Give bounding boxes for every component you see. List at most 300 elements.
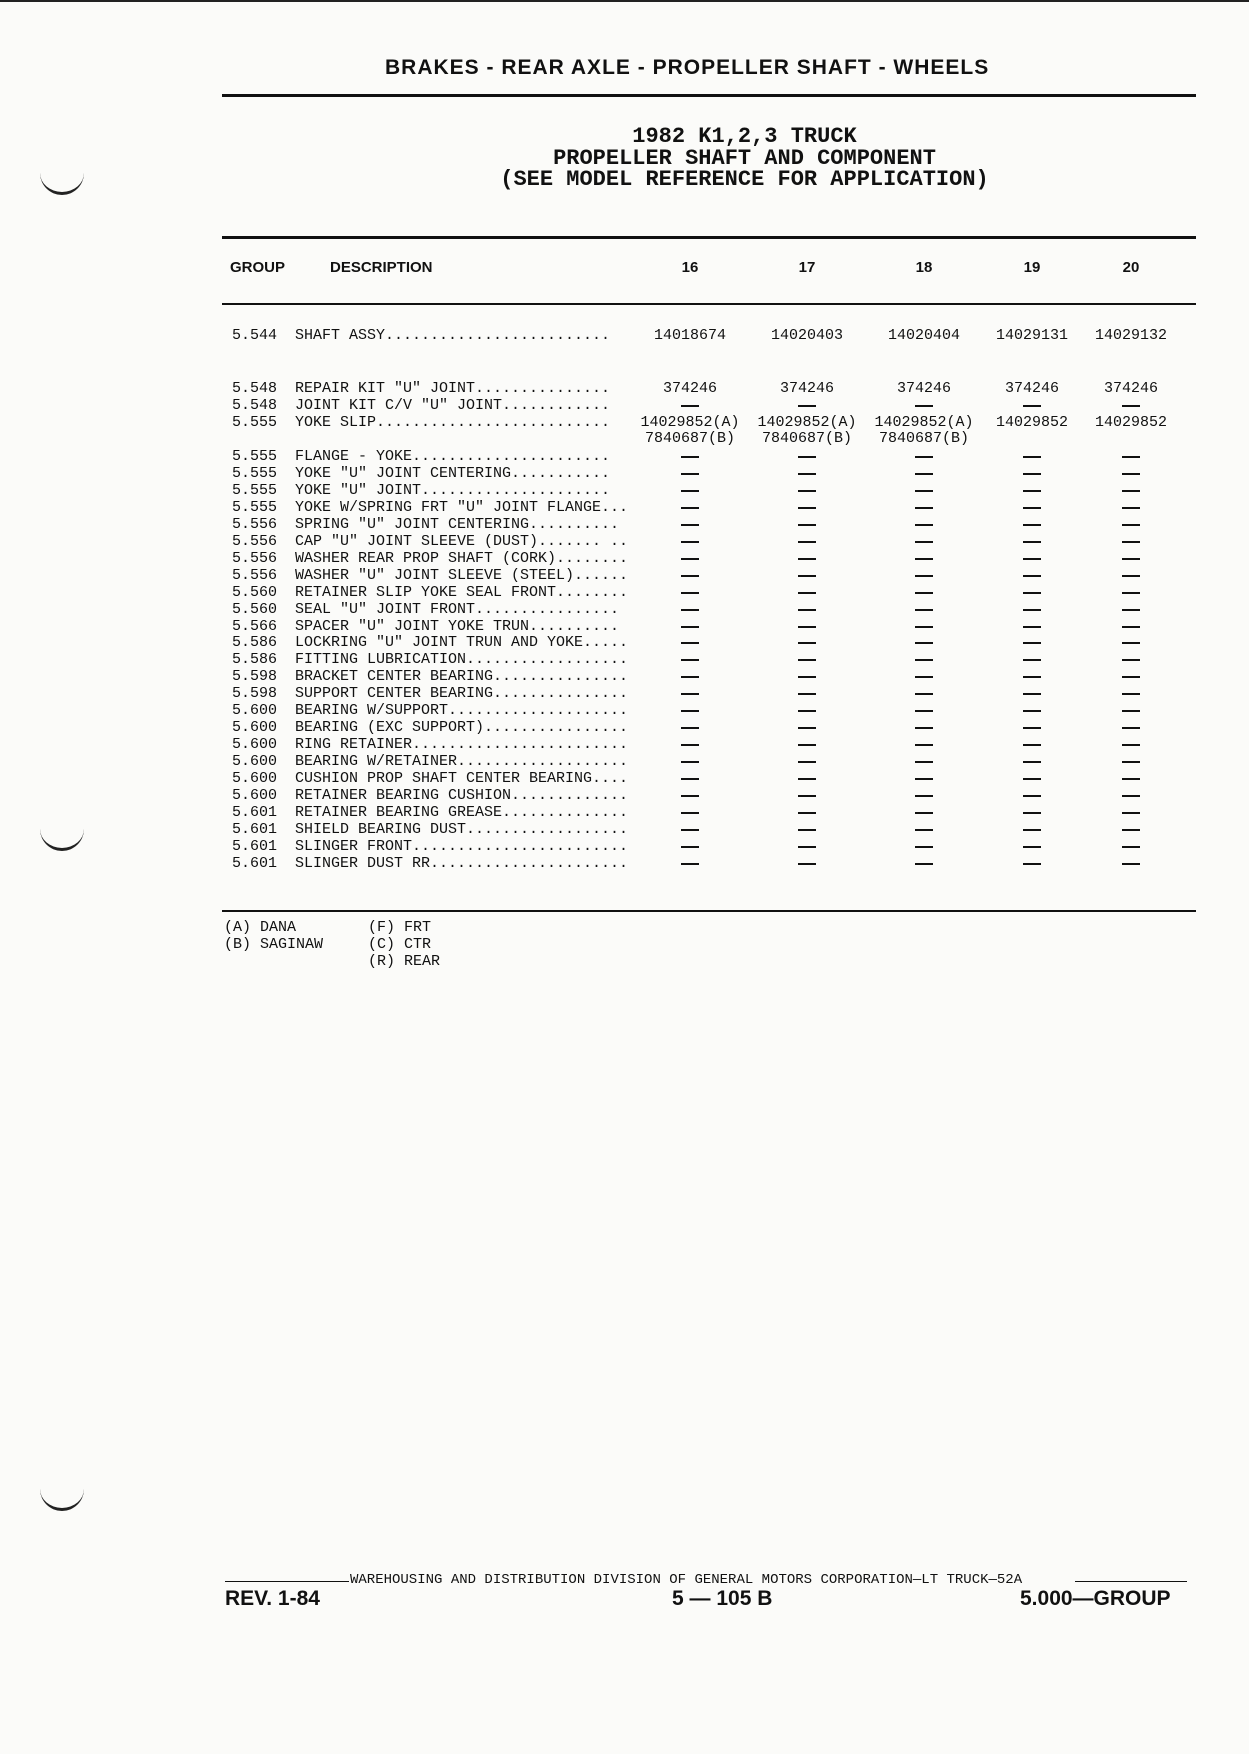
dash-mark (915, 592, 933, 594)
dash-mark (681, 659, 699, 661)
not-applicable-dash (630, 736, 750, 746)
group-code: 5.600 (232, 702, 278, 720)
dash-mark (915, 659, 933, 661)
group-code: 5.601 (232, 803, 278, 821)
not-applicable-dash (630, 465, 750, 475)
not-applicable-dash (1071, 516, 1191, 526)
part-number-alternate: 7840687(B) (761, 430, 852, 447)
not-applicable-dash (630, 601, 750, 611)
part-description: RING RETAINER........................ (295, 736, 629, 754)
dash-mark (1023, 490, 1041, 492)
not-applicable-dash (864, 804, 984, 814)
not-applicable-dash (1071, 787, 1191, 797)
group-code: 5.548 (232, 397, 278, 414)
not-applicable-dash (747, 499, 867, 509)
part-description: BEARING W/SUPPORT.................... (295, 702, 629, 720)
dash-mark (1122, 744, 1140, 746)
group-code: 5.556 (232, 532, 278, 550)
not-applicable-dash (864, 397, 984, 407)
dash-mark (798, 575, 816, 577)
column-header-description: DESCRIPTION (330, 259, 433, 276)
not-applicable-dash (630, 753, 750, 763)
dash-mark (1122, 626, 1140, 628)
not-applicable-dash (747, 736, 867, 746)
part-number: 374246 (896, 380, 951, 397)
dash-mark (1023, 456, 1041, 458)
part-number: 374246 (1004, 380, 1059, 397)
not-applicable-dash (1071, 465, 1191, 475)
not-applicable-dash (630, 804, 750, 814)
dash-mark (681, 778, 699, 780)
not-applicable-dash (1071, 499, 1191, 509)
not-applicable-dash (747, 821, 867, 831)
part-description: BEARING (EXC SUPPORT)................ (295, 719, 629, 737)
not-applicable-dash (630, 634, 750, 644)
dash-mark (798, 710, 816, 712)
dash-mark (1122, 490, 1140, 492)
not-applicable-dash (864, 482, 984, 492)
not-applicable-dash (1071, 668, 1191, 678)
dash-mark (1122, 846, 1140, 848)
group-code: 5.600 (232, 753, 278, 771)
not-applicable-dash (747, 651, 867, 661)
dash-mark (915, 761, 933, 763)
not-applicable-dash (747, 550, 867, 560)
not-applicable-dash (747, 601, 867, 611)
legend-item: (B) SAGINAW (224, 936, 324, 953)
dash-mark (681, 626, 699, 628)
dash-mark (1023, 659, 1041, 661)
not-applicable-dash (864, 634, 984, 644)
not-applicable-dash (747, 719, 867, 729)
not-applicable-dash (1071, 719, 1191, 729)
dash-mark (1023, 795, 1041, 797)
dash-mark (1023, 642, 1041, 644)
not-applicable-dash (630, 516, 750, 526)
part-number: 14029852 (1094, 414, 1167, 431)
dash-mark (1023, 812, 1041, 814)
dash-mark (1122, 558, 1140, 560)
part-description: RETAINER SLIP YOKE SEAL FRONT........ (295, 583, 629, 601)
dash-mark (681, 558, 699, 560)
part-description: JOINT KIT C/V "U" JOINT............ (295, 397, 611, 414)
not-applicable-dash (747, 753, 867, 763)
dash-mark (681, 490, 699, 492)
dash-mark (681, 541, 699, 543)
not-applicable-dash (1071, 634, 1191, 644)
not-applicable-dash (864, 821, 984, 831)
dash-mark (1023, 710, 1041, 712)
dash-mark (915, 778, 933, 780)
top-edge-line (0, 0, 1249, 2)
not-applicable-dash (864, 516, 984, 526)
dash-mark (1122, 676, 1140, 678)
not-applicable-dash (1071, 753, 1191, 763)
part-description: YOKE SLIP.......................... (295, 414, 611, 431)
not-applicable-dash (1071, 567, 1191, 577)
part-number: 374246 (779, 380, 834, 397)
not-applicable-dash (747, 770, 867, 780)
not-applicable-dash (630, 855, 750, 865)
not-applicable-dash (1071, 685, 1191, 695)
dash-mark (1023, 592, 1041, 594)
dash-mark (1122, 795, 1140, 797)
not-applicable-dash (747, 584, 867, 594)
title-line-3: (SEE MODEL REFERENCE FOR APPLICATION) (500, 167, 989, 192)
dash-mark (915, 490, 933, 492)
dash-mark (681, 863, 699, 865)
not-applicable-dash (747, 668, 867, 678)
group-code: 5.544 (232, 327, 278, 344)
not-applicable-dash (630, 821, 750, 831)
part-number: 374246 (662, 380, 717, 397)
column-header-model: 17 (798, 259, 816, 276)
dash-mark (798, 405, 816, 407)
dash-mark (1122, 405, 1140, 407)
dash-mark (1023, 524, 1041, 526)
not-applicable-dash (864, 448, 984, 458)
group-code: 5.555 (232, 464, 278, 482)
dash-mark (1023, 626, 1041, 628)
dash-mark (798, 761, 816, 763)
footer-page-number: 5 — 105 B (672, 1587, 773, 1610)
dash-mark (681, 710, 699, 712)
dash-mark (798, 659, 816, 661)
dash-mark (798, 507, 816, 509)
legend-item: (A) DANA (224, 919, 297, 936)
part-description: SHAFT ASSY......................... (295, 327, 611, 344)
dash-mark (798, 863, 816, 865)
legend-item: (R) REAR (368, 953, 441, 970)
not-applicable-dash (630, 550, 750, 560)
not-applicable-dash (1071, 838, 1191, 848)
dash-mark (1122, 778, 1140, 780)
part-description: BRACKET CENTER BEARING............... (295, 668, 629, 686)
dash-mark (1122, 524, 1140, 526)
dash-mark (1023, 744, 1041, 746)
not-applicable-dash (630, 770, 750, 780)
not-applicable-dash (630, 584, 750, 594)
not-applicable-dash (630, 719, 750, 729)
part-description: FITTING LUBRICATION.................. (295, 651, 629, 669)
footer-rule-left (225, 1581, 349, 1582)
table-header-rule (222, 303, 1196, 305)
not-applicable-dash (864, 465, 984, 475)
part-description: CUSHION PROP SHAFT CENTER BEARING.... (295, 770, 629, 788)
binder-hole-middle (40, 826, 84, 851)
not-applicable-dash (864, 719, 984, 729)
column-header-model: 19 (1023, 259, 1041, 276)
group-code: 5.600 (232, 770, 278, 788)
dash-mark (798, 626, 816, 628)
part-description: WASHER "U" JOINT SLEEVE (STEEL)...... (295, 566, 629, 584)
part-description: SPACER "U" JOINT YOKE TRUN.......... (295, 617, 620, 635)
not-applicable-dash (864, 855, 984, 865)
dash-mark (798, 490, 816, 492)
dash-mark (915, 812, 933, 814)
dash-mark (681, 592, 699, 594)
group-code: 5.560 (232, 583, 278, 601)
dash-mark (681, 524, 699, 526)
not-applicable-dash (1071, 770, 1191, 780)
dash-mark (1023, 558, 1041, 560)
not-applicable-dash (1071, 736, 1191, 746)
dash-mark (1122, 592, 1140, 594)
dash-mark (681, 727, 699, 729)
dash-mark (1122, 575, 1140, 577)
dash-mark (915, 710, 933, 712)
part-description: YOKE "U" JOINT CENTERING........... (295, 464, 611, 482)
dash-mark (798, 727, 816, 729)
not-applicable-dash (1071, 702, 1191, 712)
dash-mark (681, 609, 699, 611)
dash-mark (681, 456, 699, 458)
part-description: SUPPORT CENTER BEARING............... (295, 685, 629, 703)
dash-mark (798, 676, 816, 678)
footer-rule-right (1075, 1581, 1187, 1582)
not-applicable-dash (1071, 533, 1191, 543)
dash-mark (1122, 507, 1140, 509)
part-description: YOKE "U" JOINT..................... (295, 481, 611, 499)
footer-group: 5.000—GROUP (1020, 1587, 1171, 1610)
dash-mark (681, 795, 699, 797)
not-applicable-dash (864, 567, 984, 577)
dash-mark (681, 405, 699, 407)
group-code: 5.586 (232, 651, 278, 669)
not-applicable-dash (747, 482, 867, 492)
group-code: 5.555 (232, 481, 278, 499)
not-applicable-dash (630, 651, 750, 661)
dash-mark (1122, 727, 1140, 729)
dash-mark (915, 558, 933, 560)
part-number: 14020404 (887, 327, 960, 344)
not-applicable-dash (630, 533, 750, 543)
legend-item: (F) FRT (368, 919, 432, 936)
not-applicable-dash (1071, 651, 1191, 661)
dash-mark (915, 744, 933, 746)
group-code: 5.556 (232, 549, 278, 567)
dash-mark (1122, 863, 1140, 865)
not-applicable-dash (1071, 448, 1191, 458)
dash-mark (1023, 575, 1041, 577)
dash-mark (1023, 727, 1041, 729)
dash-mark (798, 473, 816, 475)
not-applicable-dash (630, 787, 750, 797)
dash-mark (915, 456, 933, 458)
not-applicable-dash (1071, 855, 1191, 865)
group-code: 5.555 (232, 498, 278, 516)
not-applicable-dash (630, 482, 750, 492)
dash-mark (681, 761, 699, 763)
dash-mark (798, 524, 816, 526)
dash-mark (681, 676, 699, 678)
dash-mark (915, 524, 933, 526)
dash-mark (1023, 473, 1041, 475)
not-applicable-dash (1071, 618, 1191, 628)
part-description: RETAINER BEARING GREASE.............. (295, 803, 629, 821)
not-applicable-dash (747, 516, 867, 526)
column-header-model: 18 (915, 259, 933, 276)
dash-mark (1023, 829, 1041, 831)
footer-division: WAREHOUSING AND DISTRIBUTION DIVISION OF GENERAL MOTORS CORPORATION—LT TRUCK—52A (350, 1572, 1023, 1588)
dash-mark (915, 795, 933, 797)
not-applicable-dash (747, 567, 867, 577)
part-number: 14029132 (1094, 327, 1167, 344)
part-number: 14029852(A) (874, 414, 974, 431)
dash-mark (681, 812, 699, 814)
dash-mark (798, 541, 816, 543)
dash-mark (1122, 541, 1140, 543)
dash-mark (681, 473, 699, 475)
title-line-2: PROPELLER SHAFT AND COMPONENT (553, 146, 936, 171)
dash-mark (1122, 659, 1140, 661)
dash-mark (681, 507, 699, 509)
part-description: LOCKRING "U" JOINT TRUN AND YOKE..... (295, 634, 629, 652)
not-applicable-dash (630, 702, 750, 712)
not-applicable-dash (747, 804, 867, 814)
group-code: 5.586 (232, 634, 278, 652)
not-applicable-dash (747, 634, 867, 644)
dash-mark (915, 693, 933, 695)
part-description: WASHER REAR PROP SHAFT (CORK)........ (295, 549, 629, 567)
dash-mark (915, 676, 933, 678)
not-applicable-dash (864, 753, 984, 763)
group-code: 5.556 (232, 566, 278, 584)
group-code: 5.601 (232, 854, 278, 872)
legend-item: (C) CTR (368, 936, 432, 953)
not-applicable-dash (747, 533, 867, 543)
not-applicable-dash (747, 702, 867, 712)
part-description: BEARING W/RETAINER................... (295, 753, 629, 771)
dash-mark (915, 507, 933, 509)
part-description: YOKE W/SPRING FRT "U" JOINT FLANGE... (295, 498, 629, 516)
dash-mark (1122, 642, 1140, 644)
not-applicable-dash (864, 601, 984, 611)
not-applicable-dash (864, 787, 984, 797)
dash-mark (798, 592, 816, 594)
not-applicable-dash (747, 787, 867, 797)
not-applicable-dash (864, 584, 984, 594)
dash-mark (798, 829, 816, 831)
group-code: 5.555 (232, 448, 278, 465)
running-head: BRAKES - REAR AXLE - PROPELLER SHAFT - WHEELS (385, 56, 990, 79)
not-applicable-dash (864, 668, 984, 678)
dash-mark (798, 744, 816, 746)
dash-mark (1122, 456, 1140, 458)
dash-mark (1023, 405, 1041, 407)
dash-mark (798, 642, 816, 644)
not-applicable-dash (1071, 601, 1191, 611)
dash-mark (798, 795, 816, 797)
part-number: 374246 (1103, 380, 1158, 397)
dash-mark (1023, 863, 1041, 865)
group-code: 5.600 (232, 787, 278, 804)
part-description: SHIELD BEARING DUST.................. (295, 820, 629, 838)
dash-mark (681, 642, 699, 644)
dash-mark (915, 609, 933, 611)
not-applicable-dash (747, 618, 867, 628)
not-applicable-dash (864, 618, 984, 628)
dash-mark (1122, 829, 1140, 831)
not-applicable-dash (1071, 550, 1191, 560)
part-description: SLINGER DUST RR...................... (295, 854, 629, 872)
dash-mark (681, 846, 699, 848)
not-applicable-dash (630, 448, 750, 458)
not-applicable-dash (747, 465, 867, 475)
part-number: 14018674 (653, 327, 726, 344)
not-applicable-dash (1071, 397, 1191, 407)
not-applicable-dash (864, 499, 984, 509)
dash-mark (798, 778, 816, 780)
dash-mark (1023, 761, 1041, 763)
dash-mark (1023, 507, 1041, 509)
group-code: 5.548 (232, 380, 278, 397)
part-number-alternate: 7840687(B) (878, 430, 969, 447)
not-applicable-dash (630, 685, 750, 695)
binder-hole-bottom (40, 1486, 84, 1511)
group-code: 5.601 (232, 820, 278, 838)
dash-mark (798, 558, 816, 560)
table-top-rule (222, 236, 1196, 239)
dash-mark (1122, 609, 1140, 611)
group-code: 5.598 (232, 685, 278, 703)
dash-mark (1023, 541, 1041, 543)
not-applicable-dash (630, 567, 750, 577)
dash-mark (798, 456, 816, 458)
dash-mark (915, 541, 933, 543)
not-applicable-dash (747, 685, 867, 695)
dash-mark (915, 473, 933, 475)
dash-mark (915, 829, 933, 831)
not-applicable-dash (864, 838, 984, 848)
dash-mark (915, 642, 933, 644)
dash-mark (798, 609, 816, 611)
part-description: FLANGE - YOKE...................... (295, 448, 611, 465)
not-applicable-dash (630, 618, 750, 628)
header-rule (222, 94, 1196, 97)
dash-mark (915, 863, 933, 865)
part-description: SLINGER FRONT........................ (295, 837, 629, 855)
part-number: 14029852(A) (640, 414, 740, 431)
not-applicable-dash (864, 550, 984, 560)
group-code: 5.601 (232, 837, 278, 855)
dash-mark (1023, 676, 1041, 678)
dash-mark (798, 693, 816, 695)
part-number: 14020403 (770, 327, 843, 344)
not-applicable-dash (864, 651, 984, 661)
group-code: 5.566 (232, 617, 278, 635)
part-number: 14029852(A) (757, 414, 857, 431)
group-code: 5.600 (232, 719, 278, 737)
not-applicable-dash (864, 770, 984, 780)
dash-mark (1122, 473, 1140, 475)
part-number: 14029852 (995, 414, 1068, 431)
not-applicable-dash (1071, 482, 1191, 492)
not-applicable-dash (747, 855, 867, 865)
not-applicable-dash (747, 448, 867, 458)
dash-mark (1023, 778, 1041, 780)
dash-mark (1023, 609, 1041, 611)
not-applicable-dash (1071, 584, 1191, 594)
not-applicable-dash (864, 736, 984, 746)
not-applicable-dash (1071, 821, 1191, 831)
dash-mark (1122, 710, 1140, 712)
not-applicable-dash (747, 838, 867, 848)
dash-mark (1023, 846, 1041, 848)
part-description: SEAL "U" JOINT FRONT................ (295, 600, 620, 618)
not-applicable-dash (630, 499, 750, 509)
dash-mark (1122, 812, 1140, 814)
